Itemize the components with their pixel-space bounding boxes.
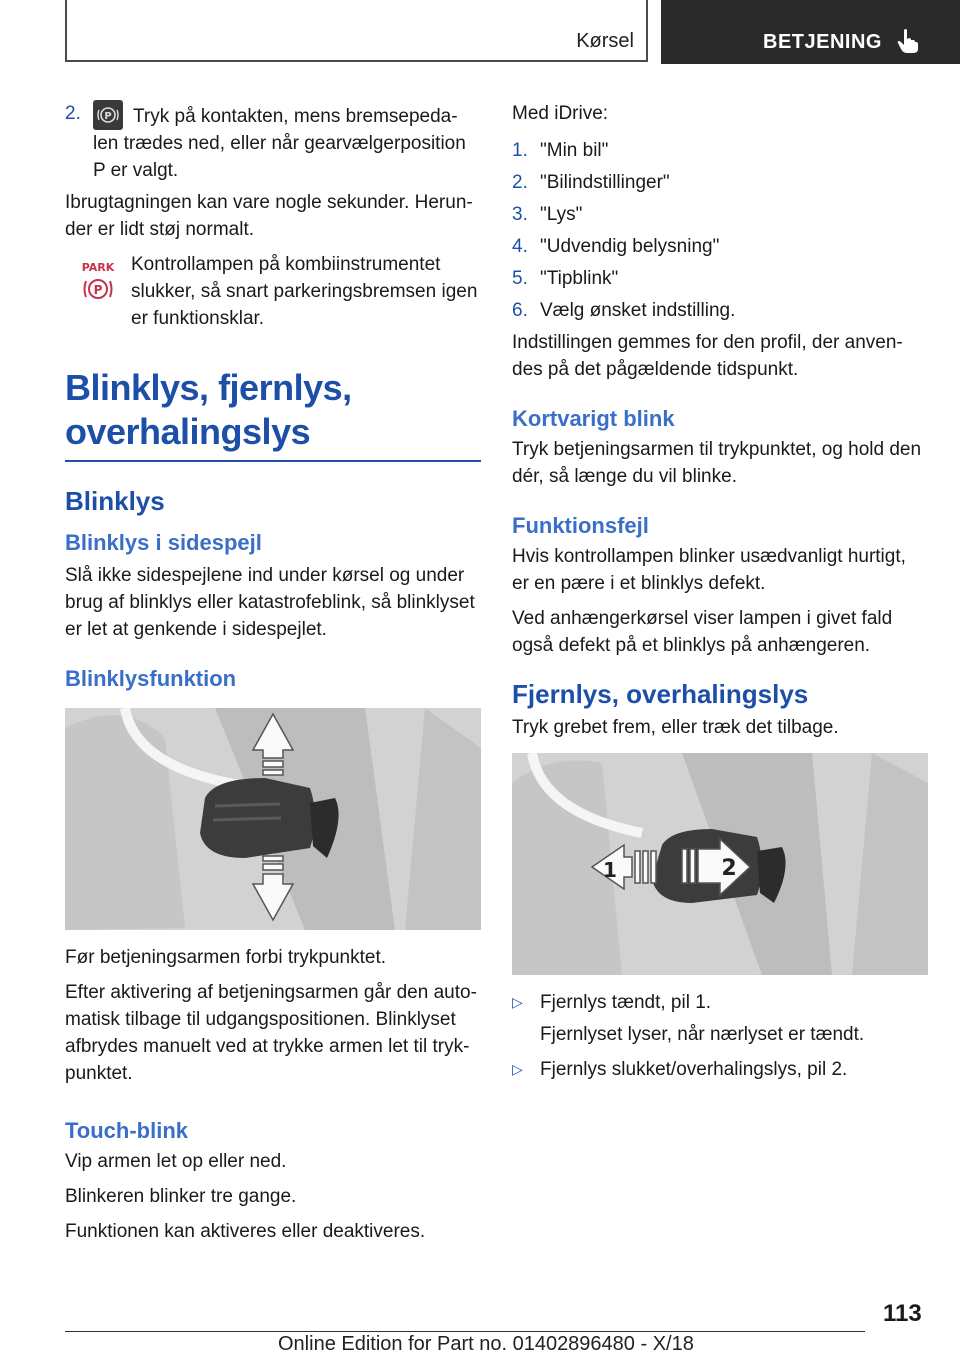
paragraph: Funktionen kan aktiveres eller deaktiveres. (65, 1221, 426, 1242)
header-section-tab (65, 0, 648, 62)
triangle-bullet-icon: ▷ (512, 1061, 523, 1077)
svg-text:P: P (104, 111, 112, 122)
list-text: Tryk på kontakten, mens bremsepeda-len trædes ned, eller når gearvælgerposition P er valgt. (93, 106, 466, 181)
bullet-text: Fjernlys slukket/overhalingslys, pil 2. (540, 1059, 848, 1080)
bullet-item (512, 1056, 928, 1083)
list-item (512, 265, 928, 292)
subsection-heading: Blinklys i sidespejl (65, 530, 262, 555)
paragraph: Slå ikke sidespejlene ind under kørsel og under brug af blinklys eller katastrofeblink, så blinklyset er let at genkende i sidespejlet. (65, 565, 475, 640)
subsection-heading: Kortvarigt blink (512, 406, 675, 431)
bullet-text: Fjernlys tændt, pil 1. (540, 992, 712, 1013)
subsection-heading: Touch-blink (65, 1118, 189, 1143)
indicator-note-text: Kontrollampen på kombiinstrumentet slukker, så snart parkeringsbremsen igen er funktionsklar. (131, 254, 478, 329)
list-item (512, 137, 928, 164)
parking-brake-switch-icon (93, 100, 123, 130)
turn-signal-lever-illustration (65, 708, 481, 930)
list-number: 1. (512, 140, 528, 161)
park-icon-label: PARK (81, 261, 115, 274)
header-chapter-title: BETJENING (763, 31, 882, 53)
list-text: "Lys" (540, 204, 583, 225)
section-heading: Blinklys (65, 486, 165, 516)
chapter-heading: Blinklys, fjernlys, overhalingslys (65, 366, 481, 462)
list-item (512, 297, 928, 324)
park-indicator-icon (65, 251, 131, 332)
list-number: 2. (512, 172, 528, 193)
subsection-heading: Blinklysfunktion (65, 666, 237, 691)
paragraph: Ved anhængerkørsel viser lampen i givet fald også defekt på et blinklys på anhængeren. (512, 608, 893, 656)
arrow-label-2: 2 (721, 856, 737, 881)
bullet-item (512, 989, 928, 1016)
list-number: 6. (512, 300, 528, 321)
list-number: 2. (65, 103, 81, 124)
right-column (512, 100, 928, 1088)
triangle-bullet-icon: ▷ (512, 994, 523, 1010)
list-number: 3. (512, 204, 528, 225)
footer-divider (65, 1331, 865, 1332)
pointing-hand-icon (897, 28, 919, 54)
section-heading: Fjernlys, overhalingslys (512, 679, 809, 709)
list-text: "Tipblink" (540, 268, 619, 289)
paragraph: Ibrugtagningen kan vare nogle sekunder. Herun-der er lidt støj normalt. (65, 192, 473, 240)
subsection-heading: Funktionsfejl (512, 513, 649, 538)
list-item (65, 100, 481, 184)
header-section-title: Kørsel (576, 30, 634, 52)
high-beam-lever-illustration (512, 753, 928, 975)
paragraph: Med iDrive: (512, 103, 609, 124)
list-item (512, 201, 928, 228)
list-item (512, 233, 928, 260)
footer-edition: Online Edition for Part no. 01402896480 - X/18 (278, 1333, 694, 1355)
paragraph: Efter aktivering af betjeningsarmen går den auto-matisk tilbage til udgangspositionen. Blinklyset afbrydes manuelt ved at trykke armen let til tryk-punktet. (65, 982, 477, 1084)
indicator-note (65, 251, 481, 332)
paragraph: Hvis kontrollampen blinker usædvanligt hurtigt, er en pære i et blinklys defekt. (512, 546, 906, 594)
paragraph: Før betjeningsarmen forbi trykpunktet. (65, 947, 387, 968)
list-text: "Bilindstillinger" (540, 172, 670, 193)
list-text: "Udvendig belysning" (540, 236, 720, 257)
paragraph: Tryk betjeningsarmen til trykpunktet, og hold den dér, så længe du vil blinke. (512, 439, 922, 487)
list-item (512, 169, 928, 196)
bullet-subtext: Fjernlyset lyser, når nærlyset er tændt. (540, 1024, 865, 1045)
page-number: 113 (883, 1300, 922, 1327)
header-chapter-tab (661, 0, 960, 64)
list-number: 4. (512, 236, 528, 257)
list-text: "Min bil" (540, 140, 609, 161)
paragraph: Blinkeren blinker tre gange. (65, 1186, 297, 1207)
list-text: Vælg ønsket indstilling. (540, 300, 736, 321)
list-number: 5. (512, 268, 528, 289)
svg-text:P: P (93, 283, 103, 297)
high-beam-bullet-list (512, 989, 928, 1083)
paragraph: Tryk grebet frem, eller træk det tilbage. (512, 717, 839, 738)
paragraph: Indstillingen gemmes for den profil, der anven-des på det pågældende tidspunkt. (512, 332, 903, 380)
arrow-label-1: 1 (603, 858, 617, 882)
left-column (65, 100, 481, 1253)
idrive-steps-list (512, 137, 928, 324)
paragraph: Vip armen let op eller ned. (65, 1151, 287, 1172)
